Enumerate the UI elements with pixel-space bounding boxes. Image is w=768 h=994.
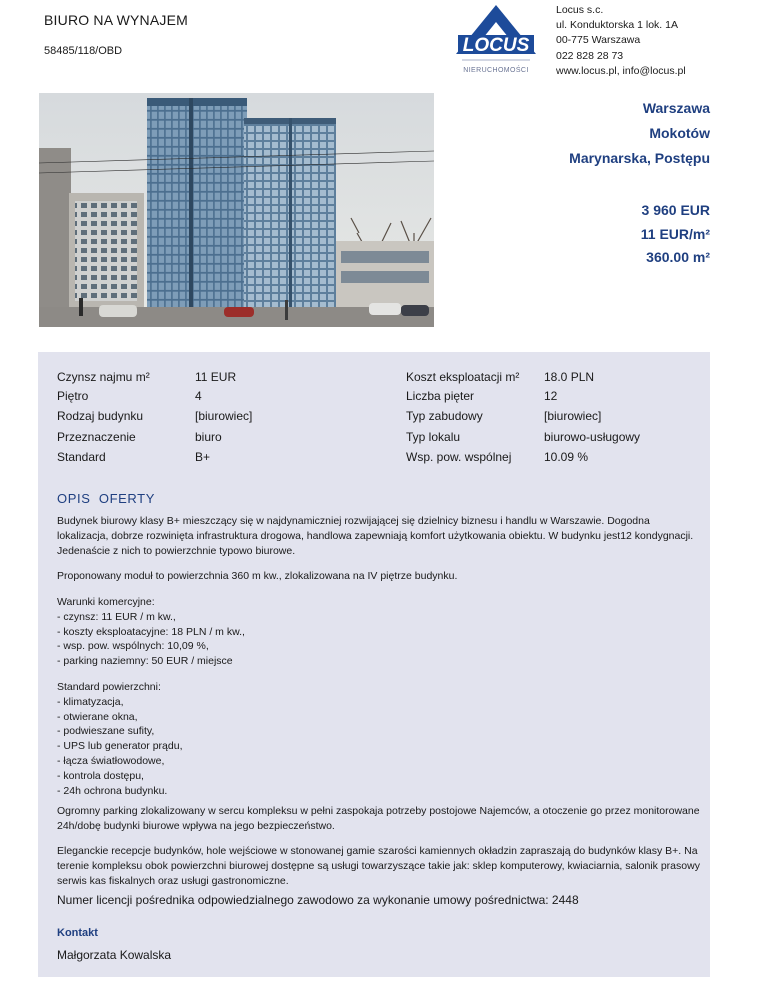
param-value: 4 xyxy=(195,389,202,403)
price-per-m2: 11 EUR/m² xyxy=(640,225,710,242)
company-web-email[interactable]: www.locus.pl, info@locus.pl xyxy=(556,64,686,77)
logo-text: LOCUS xyxy=(462,35,530,56)
contact-heading: Kontakt xyxy=(57,927,98,939)
description-paragraph-parking: Ogromny parking zlokalizowany w sercu kompleksu w pełni zaspokaja potrzeby postojowe Najemców, a otoczenie go przez monitorowane 24h/dobę budynki biurowe wpływa na jego bezpieczeństwo. xyxy=(57,805,700,832)
company-phone[interactable]: 022 828 28 73 xyxy=(556,49,624,62)
company-address-city: 00-775 Warszawa xyxy=(556,34,641,47)
company-name: Locus s.c. xyxy=(556,4,604,16)
price-total: 3 960 EUR xyxy=(641,202,710,218)
location-district: Mokotów xyxy=(649,125,710,141)
price-block xyxy=(641,199,710,270)
company-info xyxy=(556,3,686,79)
param-label: Liczba pięter xyxy=(406,389,475,403)
param-value: [biurowiec] xyxy=(544,409,602,423)
param-value: B+ xyxy=(195,450,211,464)
param-label: Piętro xyxy=(57,389,89,403)
listing-title: BIURO NA WYNAJEM xyxy=(44,12,188,28)
param-label: Standard xyxy=(57,450,106,464)
param-value: 10.09 % xyxy=(544,450,589,464)
param-label: Typ zabudowy xyxy=(406,409,483,423)
param-value: 11 EUR xyxy=(195,370,237,384)
description-commercial-terms: Warunki komercyjne: - czynsz: 11 EUR / m kw., - koszty eksploatacyjne: 18 PLN / m kw., - wsp. pow. wspólnych: 10,09 %, - parking naziemny: 50 EUR / miejsce xyxy=(57,596,245,668)
contact-name: Małgorzata Kowalska xyxy=(57,948,172,962)
description-paragraph-module: Proponowany moduł to powierzchnia 360 m kw., zlokalizowana na IV piętrze budynku. xyxy=(57,570,458,582)
param-value: [biurowiec] xyxy=(195,409,253,423)
description-paragraph-intro: Budynek biurowy klasy B+ mieszczący się w najdynamiczniej rozwijającej się dzielnicy biznesu i handlu w Warszawie. Dogodna lokalizacja, dobrze rozwinięta infrastruktura drogowa, handlowa zapewniają komfort użytkowania obiektu. W budynku jest12 kondygnacji. Jedenaście z nich to powierzchnie typowo biurowe. xyxy=(57,515,694,557)
company-logo[interactable] xyxy=(444,2,548,76)
listing-reference: 58485/118/OBD xyxy=(44,45,123,57)
description-heading: OPIS OFERTY xyxy=(57,491,155,506)
param-value: 12 xyxy=(544,389,558,403)
param-label: Przeznaczenie xyxy=(57,430,136,444)
param-label: Wsp. pow. wspólnej xyxy=(406,450,512,464)
param-value: 18.0 PLN xyxy=(544,370,595,384)
param-label: Koszt eksploatacji m² xyxy=(406,370,520,384)
company-address-street: ul. Konduktorska 1 lok. 1A xyxy=(556,19,678,32)
area: 360.00 m² xyxy=(646,249,710,265)
license-number: Numer licencji pośrednika odpowiedzialnego zawodowo za wykonanie umowy pośrednictwa: 2448 xyxy=(57,893,579,907)
param-value: biuro xyxy=(195,430,222,444)
location-street: Marynarska, Postępu xyxy=(569,150,710,166)
param-value: biurowo-usługowy xyxy=(544,430,641,444)
description-standard-list: Standard powierzchni: - klimatyzacja, - otwierane okna, - podwieszane sufity, - UPS lub generator prądu, - łącza światłowodowe, - kontrola dostępu, - 24h ochrona budynku. xyxy=(57,681,183,797)
location-block xyxy=(569,96,710,171)
param-label: Rodzaj budynku xyxy=(57,409,144,423)
param-label: Czynsz najmu m² xyxy=(57,370,150,384)
location-city: Warszawa xyxy=(642,100,710,116)
logo-subtext: NIERUCHOMOŚCI xyxy=(463,67,529,74)
description-paragraph-reception: Eleganckie recepcje budynków, hole wejściowe w stonowanej gamie szarości kamiennych okładzin zapraszają do budynków klasy B+. Na terenie kompleksu obok powierzchni biurowej dostępne są usługi towarzyszące takie jak: sklep komputerowy, kwiaciarnia, salonik prasowy serwis kas fiskalnych oraz usługi gastronomiczne. xyxy=(57,845,700,887)
param-label: Typ lokalu xyxy=(406,430,461,444)
building-photo xyxy=(39,93,434,327)
